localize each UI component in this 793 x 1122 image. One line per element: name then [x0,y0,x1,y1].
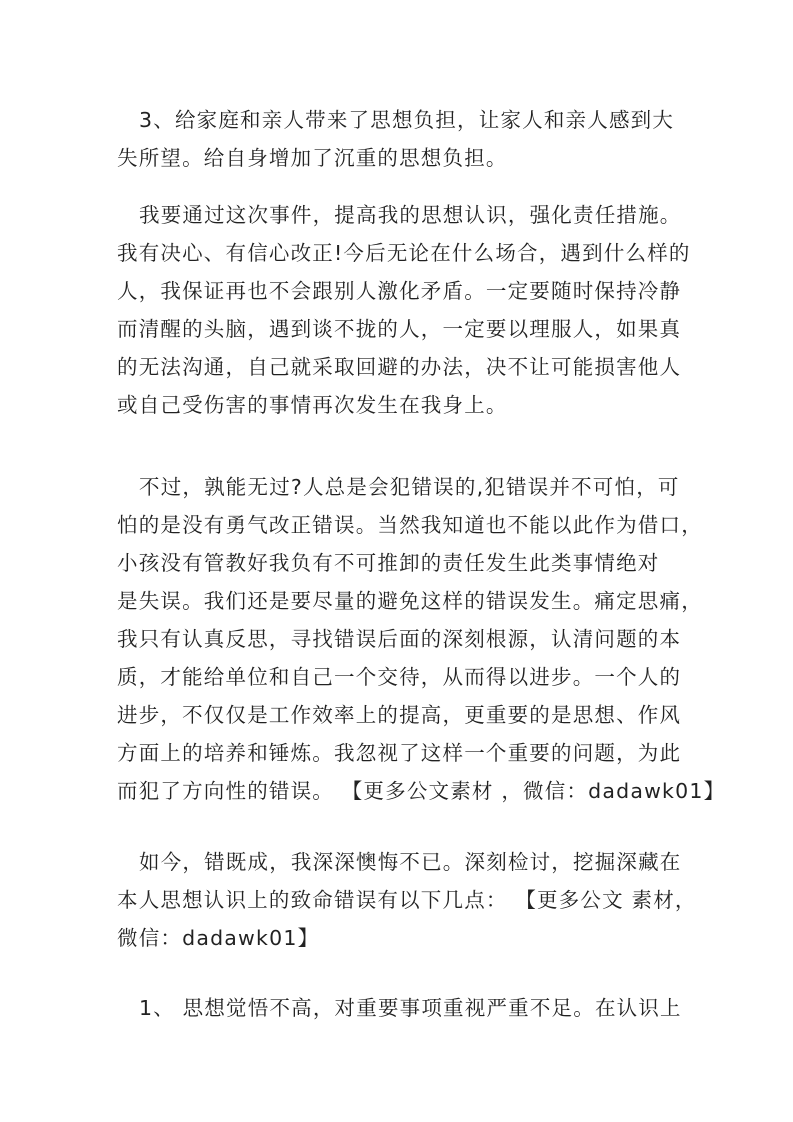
text-line: 我有决心、有信心改正!今后无论在什么场合，遇到什么样的 [117,241,691,265]
text-line: 方面上的培养和锤炼。我忽视了这样一个重要的问题，为此 [117,741,682,765]
paragraph-5 [117,989,687,1027]
text-line: 进步，不仅仅是工作效率上的提高，更重要的是思想、作风 [117,703,682,727]
text-line: 的无法沟通，自己就采取回避的办法，决不让可能损害他人 [117,355,682,379]
text-line: 我要通过这次事件，提高我的思想认识，强化责任措施。 [139,203,682,227]
paragraph-2 [117,196,691,424]
text-line: 1、 思想觉悟不高，对重要事项重视严重不足。在认识上 [139,996,682,1020]
text-line: 3、给家庭和亲人带来了思想负担，让家人和亲人感到大 [139,108,675,132]
text-line: 微信：dadawk01】 [117,926,320,950]
text-line: 质，才能给单位和自己一个交待，从而得以进步。一个人的 [117,665,682,689]
text-line: 是失误。我们还是要尽量的避免这样的错误发生。痛定思痛， [117,589,703,613]
text-line: 怕的是没有勇气改正错误。当然我知道也不能以此作为借口， [117,513,703,537]
paragraph-4 [117,843,697,957]
text-line: 而犯了方向性的错误。 【更多公文素材 ，微信：dadawk01】 [117,779,726,803]
text-line: 而清醒的头脑，遇到谈不拢的人，一定要以理服人，如果真 [117,317,682,341]
text-line: 本人思想认识上的致命错误有以下几点： 【更多公文 素材， [117,888,697,912]
text-line: 或自己受伤害的事情再次发生在我身上。 [117,393,508,417]
text-line: 如今，错既成，我深深懊悔不已。深刻检讨，挖掘深藏在 [139,850,682,874]
text-line: 我只有认真反思，寻找错误后面的深刻根源，认清问题的本 [117,627,682,651]
text-line: 失所望。给自身增加了沉重的思想负担。 [117,146,508,170]
text-line: 小孩没有管教好我负有不可推卸的责任发生此类事情绝对 [117,551,660,575]
paragraph-1 [117,101,687,177]
paragraph-3 [117,468,726,810]
text-line: 人，我保证再也不会跟别人激化矛盾。一定要随时保持冷静 [117,279,682,303]
text-line: 不过，孰能无过?人总是会犯错误的,犯错误并不可怕，可 [139,475,680,499]
